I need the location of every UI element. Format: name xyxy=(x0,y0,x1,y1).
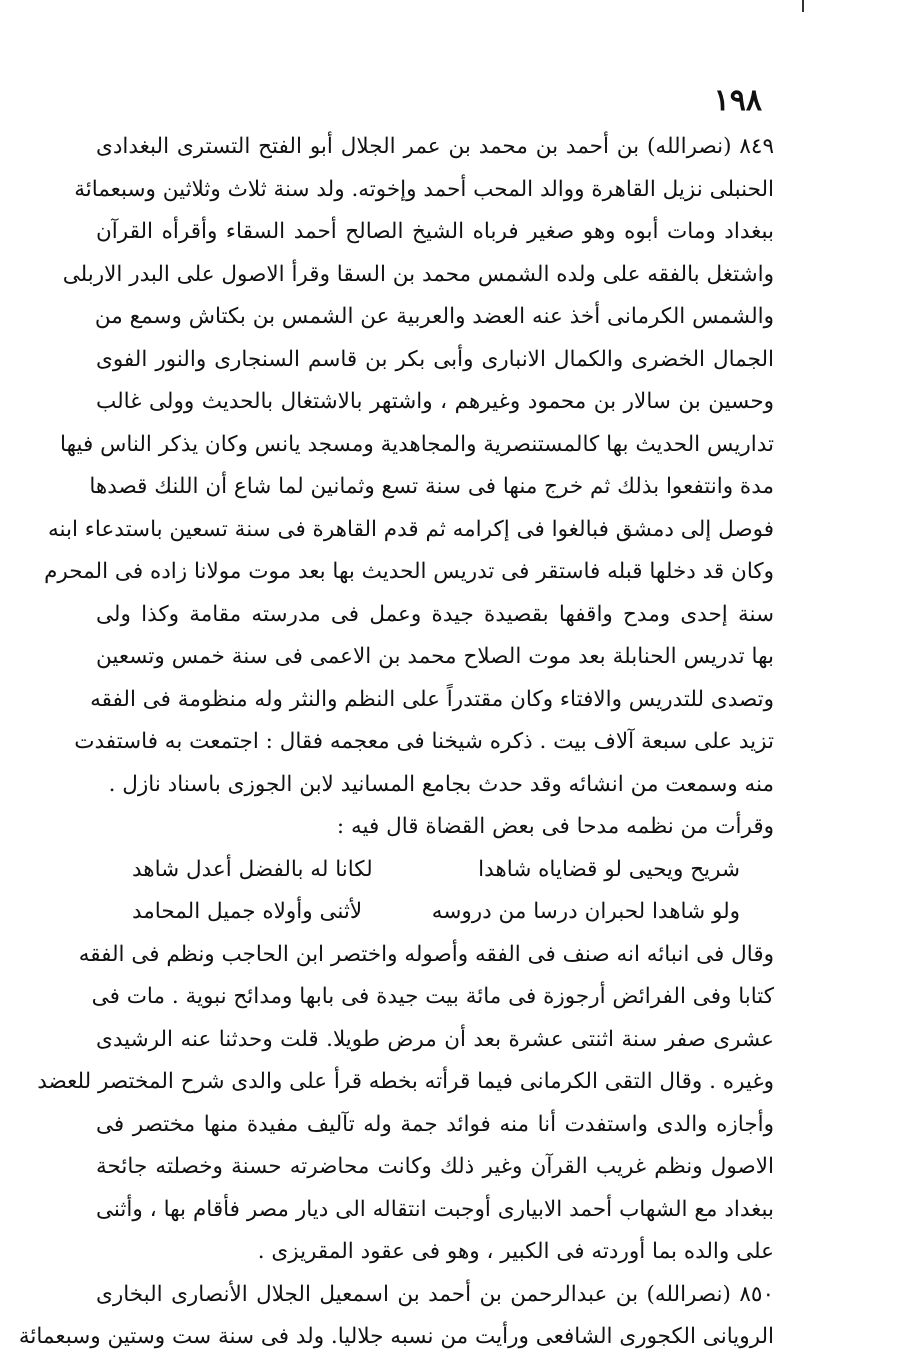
text-line: ببغداد مع الشهاب أحمد الابيارى أوجبت انتقاله الى ديار مصر فأقام بها ، وأثنى xyxy=(96,1196,774,1222)
poem-hemistich-first: ولو شاهدا لحبران درسا من دروسه xyxy=(431,899,740,924)
poem-hemistich-first: شريح ويحيى لو قضاياه شاهدا xyxy=(478,856,740,882)
text-line: مدة وانتفعوا بذلك ثم خرج منها فى سنة تسع وثمانين لما شاع أن اللنك قصدها xyxy=(89,474,774,499)
text-line: وحسين بن سالار بن محمود وغيرهم ، واشتهر بالاشتغال بالحديث وولى غالب xyxy=(96,389,774,414)
poem-verse xyxy=(96,891,774,934)
text-line: وقرأت من نظمه مدحا فى بعض القضاة قال فيه : xyxy=(336,814,774,839)
text-line: والشمس الكرمانى أخذ عنه العضد والعربية عن الشمس بن بكتاش وسمع من xyxy=(94,304,774,329)
poem-verse xyxy=(96,849,774,892)
text-line: عشرى صفر سنة اثنتى عشرة بعد أن مرض طويلا. قلت وحدثنا عنه الرشيدى xyxy=(96,1026,774,1052)
text-line: على والده بما أوردته فى الكبير ، وهو فى عقود المقريزى . xyxy=(257,1239,774,1264)
text-line: بها تدريس الحنابلة بعد موت الصلاح محمد بن الاعمى فى سنة خمس وتسعين xyxy=(96,644,774,669)
text-line: وأجازه والدى واستفدت أنا منه فوائد جمة وله تآليف مفيدة منها مختصر فى xyxy=(96,1111,774,1137)
text-line: وغيره . وقال التقى الكرمانى فيما قرأته بخطه قرأ على والدى شرح المختصر للعضد xyxy=(37,1069,774,1094)
text-line: منه وسمعت من انشائه وقد حدث بجامع المسانيد لابن الجوزى باسناد نازل . xyxy=(108,771,774,797)
text-line: الرويانى الكجورى الشافعى ورأيت من نسبه جلاليا. ولد فى سنة ست وستين وسبعمائة xyxy=(18,1324,774,1349)
text-line: وكان قد دخلها قبله فاستقر فى تدريس الحديث بها بعد موت مولانا زاده فى المحرم xyxy=(44,559,774,584)
text-line: تزيد على سبعة آلاف بيت . ذكره شيخنا فى معجمه فقال : اجتمعت به فاستفدت xyxy=(74,729,774,754)
text-line: وقال فى انبائه انه صنف فى الفقه وأصوله واختصر ابن الحاجب ونظم فى الفقه xyxy=(78,941,774,967)
text-line: الحنبلى نزيل القاهرة ووالد المحب أحمد وإخوته. ولد سنة ثلاث وثلاثين وسبعمائة xyxy=(74,176,774,202)
text-line: ٨٥٠ (نصرالله) بن عبدالرحمن بن أحمد بن اسمعيل الجلال الأنصارى البخارى xyxy=(96,1281,774,1307)
page-number: ١٩٨ xyxy=(713,83,762,118)
text-line: تداريس الحديث بها كالمستنصرية والمجاهدية ومسجد يانس وكان يذكر الناس فيها xyxy=(60,431,774,457)
poem-hemistich-second: لأثنى وأولاه جميل المحامد xyxy=(132,899,363,924)
main-text-block xyxy=(18,126,774,1359)
text-line: ٨٤٩ (نصرالله) بن أحمد بن محمد بن عمر الجلال أبو الفتح التسترى البغدادى xyxy=(96,134,774,159)
text-line: الجمال الخضرى والكمال الانبارى وأبى بكر بن قاسم السنجارى والنور الفوى xyxy=(96,346,774,372)
text-line: ببغداد ومات أبوه وهو صغير فرباه الشيخ الصالح أحمد السقاء وأقرأه القرآن xyxy=(96,219,774,244)
text-line: وتصدى للتدريس والافتاء وكان مقتدراً على النظم والنثر وله منظومة فى الفقه xyxy=(90,686,774,712)
text-line: واشتغل بالفقه على ولده الشمس محمد بن السقا وقرأ الاصول على البدر الاربلى xyxy=(62,261,774,287)
text-line: سنة إحدى ومدح واقفها بقصيدة جيدة وعمل فى مدرسته مقامة وكذا ولى xyxy=(96,601,774,627)
text-line: كتابا وفى الفرائض أرجوزة فى مائة بيت جيدة فى بابها ومدائح نبوية . مات فى xyxy=(91,984,774,1009)
top-margin-mark xyxy=(802,0,804,12)
text-line: فوصل إلى دمشق فبالغوا فى إكرامه ثم قدم القاهرة فى سنة تسعين باستدعاء ابنه xyxy=(47,516,774,542)
poem-hemistich-second: لكانا له بالفضل أعدل شاهد xyxy=(132,856,373,882)
text-line: الاصول ونظم غريب القرآن وغير ذلك وكانت محاضرته حسنة وخصلته جائحة xyxy=(96,1154,774,1179)
